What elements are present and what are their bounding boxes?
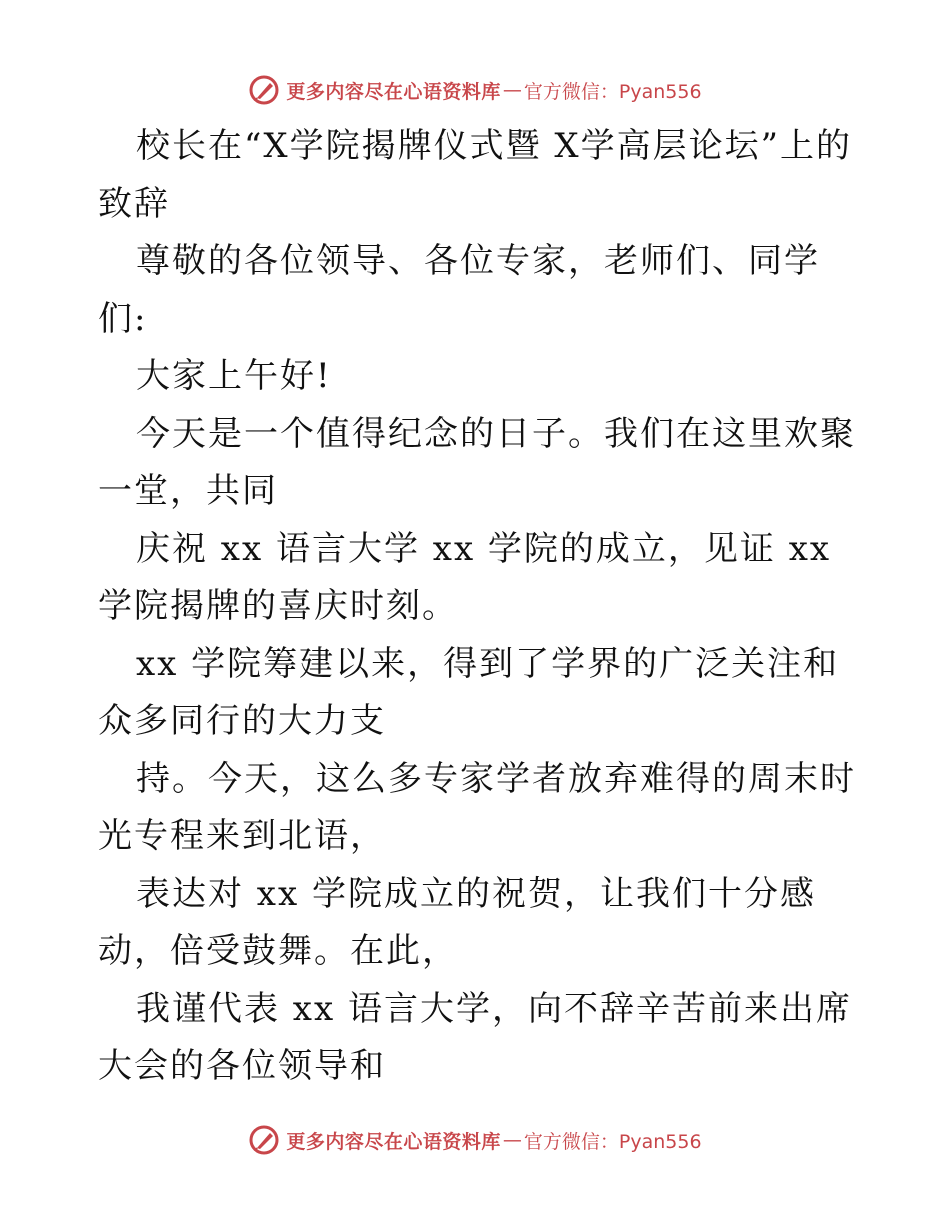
banner-text: 更多内容尽在心语资料库 — [286, 1130, 501, 1153]
banner-wechat: 官方微信：Pyan556 — [523, 80, 702, 103]
paragraph: 庆祝 xx 语言大学 xx 学院的成立，见证 xx 学院揭牌的喜庆时刻。 — [98, 528, 832, 626]
banner-dash: — — [502, 79, 522, 101]
banner-dash: — — [502, 1129, 522, 1151]
footer-banner — [0, 1120, 950, 1160]
document-body — [98, 118, 858, 1096]
quill-logo-icon — [248, 74, 280, 106]
banner-wechat: 官方微信：Pyan556 — [523, 1130, 702, 1153]
paragraph-salutation: 尊敬的各位领导、各位专家，老师们、同学们: — [98, 241, 820, 339]
header-banner — [0, 70, 950, 110]
paragraph: 持。今天，这么多专家学者放弃难得的周末时光专程来到北语， — [98, 758, 856, 856]
paragraph: 今天是一个值得纪念的日子。我们在这里欢聚一堂，共同 — [98, 413, 856, 511]
paragraph-greeting: 大家上午好! — [136, 356, 332, 396]
paragraph: 我谨代表 xx 语言大学，向不辞辛苦前来出席大会的各位领导和 — [98, 988, 852, 1086]
document-title: 校长在“X学院揭牌仪式暨 X学高层论坛”上的致辞 — [98, 126, 852, 224]
paragraph: 表达对 xx 学院成立的祝贺，让我们十分感动，倍受鼓舞。在此， — [98, 873, 816, 971]
banner-text: 更多内容尽在心语资料库 — [286, 80, 501, 103]
paragraph: xx 学院筹建以来，得到了学界的广泛关注和众多同行的大力支 — [98, 643, 840, 741]
quill-logo-icon — [248, 1124, 280, 1156]
